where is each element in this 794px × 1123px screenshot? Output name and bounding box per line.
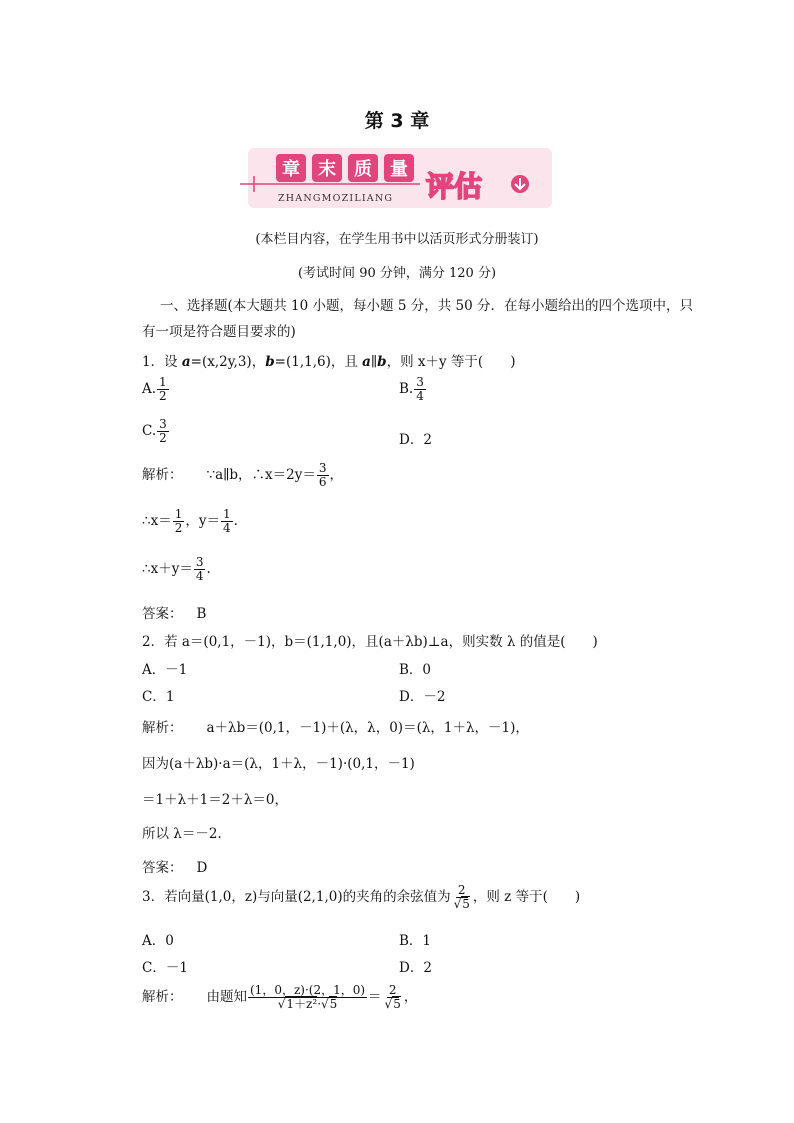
banner-pinyin: ZHANGMOZILIANG xyxy=(278,193,394,204)
chapter-title: 第 3 章 xyxy=(364,110,430,132)
q1-solution-line2: ∴x＝ $\frac{1}{2}$ ，y＝ $\frac{1}{4}$ . xyxy=(142,507,238,535)
q2-solution-line1: 解析： a＋λb＝(0,1，－1)＋(λ，λ，0)＝(λ，1＋λ，－1)， xyxy=(142,720,529,736)
q2-answer: 答案： D xyxy=(142,860,208,876)
q1-option-c: C. $\frac{3}{2}$ xyxy=(142,417,167,445)
q2-option-b: B．0 xyxy=(399,662,432,678)
q1-option-a: A. $\frac{1}{2}$ xyxy=(142,375,167,403)
q1-option-b: B. $\frac{3}{4}$ xyxy=(399,375,424,403)
section-heading-line1: 一、选择题(本大题共 10 小题，每小题 5 分，共 50 分．在每小题给出的四个选项中，只 xyxy=(160,298,693,314)
q3-option-c: C．－1 xyxy=(142,960,188,976)
q2-stem: 2．若 a＝(0,1，－1)，b＝(1,1,0)，且(a＋λb)⊥a，则实数 λ 的值是( ) xyxy=(142,634,598,650)
q1-solution-line3: ∴x＋y＝ $\frac{3}{4}$ . xyxy=(142,555,211,583)
q2-solution-line4: 所以 λ＝－2. xyxy=(142,826,222,842)
section-heading-line2: 有一项是符合题目要求的) xyxy=(142,324,296,340)
banner-char-1: 章 xyxy=(282,159,300,180)
q2-option-d: D．－2 xyxy=(399,689,446,705)
q1-solution-line1: 解析： ∵a∥b，∴x＝2y＝ $\frac{3}{6}$ ， xyxy=(142,461,343,489)
exam-info: (考试时间 90 分钟，满分 120 分) xyxy=(297,266,497,281)
banner-char-3: 质 xyxy=(354,159,372,180)
q2-solution-line3: ＝1＋λ＋1＝2＋λ＝0， xyxy=(142,792,288,808)
q3-option-a: A．0 xyxy=(142,933,174,949)
banner-eval-text: 评估 xyxy=(426,170,483,203)
q3-stem: 3．若向量(1,0，z)与向量(2,1,0)的夹角的余弦值为 $\frac{2}{√5}$ ，则 z 等于( ) xyxy=(142,883,581,911)
banner-char-4: 量 xyxy=(390,159,408,180)
q2-option-a: A．－1 xyxy=(142,662,188,678)
q3-option-d: D．2 xyxy=(399,960,432,976)
banner-char-2: 末 xyxy=(318,159,336,180)
banner-graphic xyxy=(240,146,560,212)
q1-stem: 1．设 a=(x,2y,3)，b=(1,1,6)，且 a∥b，则 x＋y 等于( ) xyxy=(142,354,516,370)
q2-solution-line2: 因为(a＋λb)·a＝(λ，1＋λ，－1)·(0,1，－1) xyxy=(142,756,415,772)
q1-answer: 答案： B xyxy=(142,606,207,622)
binding-note: (本栏目内容，在学生用书中以活页形式分册装订) xyxy=(255,232,539,247)
q1-option-d: D．2 xyxy=(399,432,432,448)
chapter-review-banner xyxy=(240,146,560,212)
q3-option-b: B．1 xyxy=(399,933,432,949)
q3-solution-line1: 解析： 由题知 $\frac{(1,0,z)\cdot(2,1,0)}{\text{√1＋z²·√5}}$ ＝ $\frac{2}{√5}$ ， xyxy=(142,983,418,1011)
q2-option-c: C．1 xyxy=(142,689,175,705)
